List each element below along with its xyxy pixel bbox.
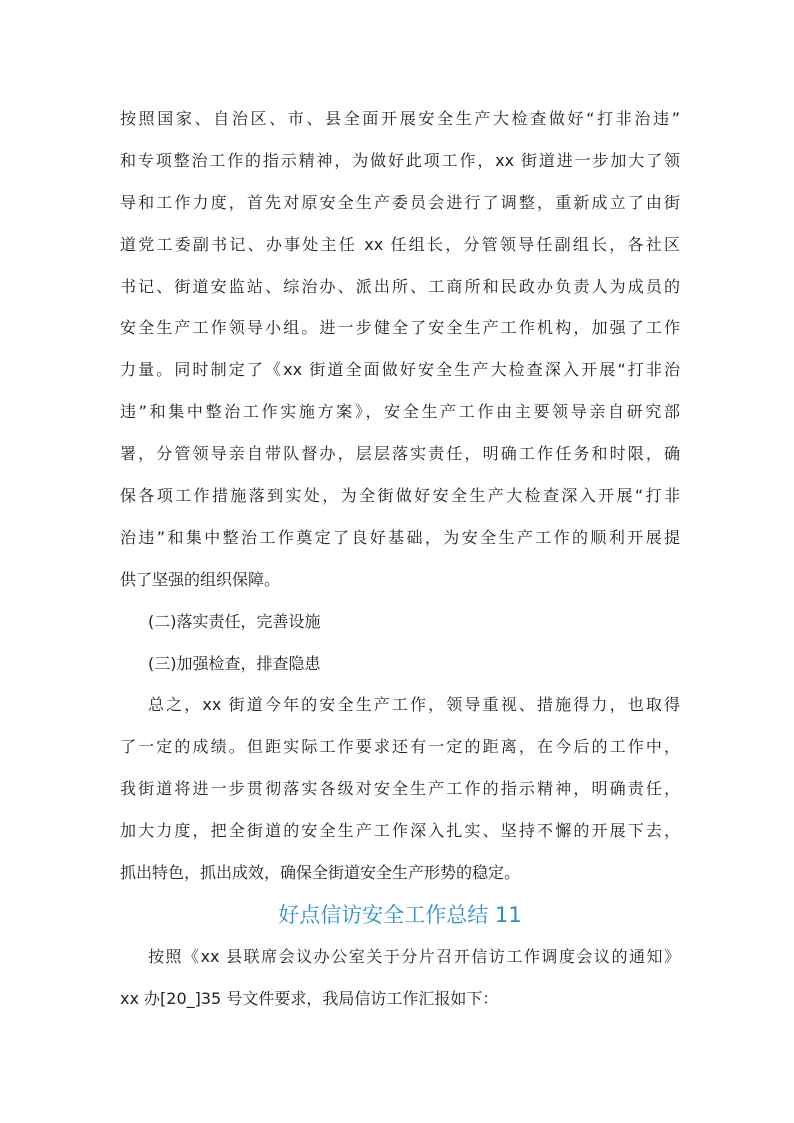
text-line: 和专项整治工作的指示精神，为做好此项工作，xx 街道进一步加大了领 xyxy=(120,150,680,170)
text-line: 按照国家、自治区、市、县全面开展安全生产大检查做好“打非治违” xyxy=(120,109,680,128)
document-page xyxy=(120,98,680,1020)
text-line: 导和工作力度，首先对原安全生产委员会进行了调整，重新成立了由街 xyxy=(120,192,680,212)
text-line: 力量。同时制定了《xx 街道全面做好安全生产大检查深入开展“打非治 xyxy=(120,360,680,380)
text-line: 安全生产工作领导小组。进一步健全了安全生产工作机构，加强了工作 xyxy=(120,318,680,338)
text-line: 署，分管领导亲自带队督办，层层落实责任，明确工作任务和时限，确 xyxy=(120,444,680,464)
text-line: xx 办[20_]35 号文件要求，我局信访工作汇报如下： xyxy=(120,988,499,1008)
text-line: 保各项工作措施落到实处，为全街做好安全生产大检查深入开展“打非 xyxy=(120,486,680,506)
paragraph-conclusion xyxy=(120,684,680,893)
text-line: 道党工委副书记、办事处主任 xx 任组长，分管领导任副组长，各社区 xyxy=(120,234,680,254)
text-line: 我街道将进一步贯彻落实各级对安全生产工作的指示精神，明确责任， xyxy=(120,779,680,799)
text-line: 抓出特色，抓出成效，确保全街道安全生产形势的稳定。 xyxy=(120,863,521,883)
text-line: 总之，xx 街道今年的安全生产工作，领导重视、措施得力，也取得 xyxy=(148,695,680,715)
text-line: 治违”和集中整治工作奠定了良好基础，为安全生产工作的顺利开展提 xyxy=(120,527,680,547)
text-line: 书记、街道安监站、综治办、派出所、工商所和民政办负责人为成员的 xyxy=(120,276,680,296)
text-line: 违”和集中整治工作实施方案》，安全生产工作由主要领导亲自研究部 xyxy=(120,402,680,422)
subheading-responsibility: (二)落实责任，完善设施 xyxy=(148,611,321,631)
text-line: 供了坚强的组织保障。 xyxy=(120,569,281,589)
paragraph-report-intro xyxy=(120,936,680,1020)
section-title: 好点信访安全工作总结 11 xyxy=(278,902,522,927)
paragraph-organization xyxy=(120,98,680,601)
text-line: 按照《xx 县联席会议办公室关于分片召开信访工作调度会议的通知》 xyxy=(148,946,680,966)
subheading-inspection: (三)加强检查，排查隐患 xyxy=(148,653,321,673)
text-line: 加大力度，把全街道的安全生产工作深入扎实、坚持不懈的开展下去， xyxy=(120,821,680,841)
text-line: 了一定的成绩。但距实际工作要求还有一定的距离，在今后的工作中， xyxy=(120,737,680,757)
